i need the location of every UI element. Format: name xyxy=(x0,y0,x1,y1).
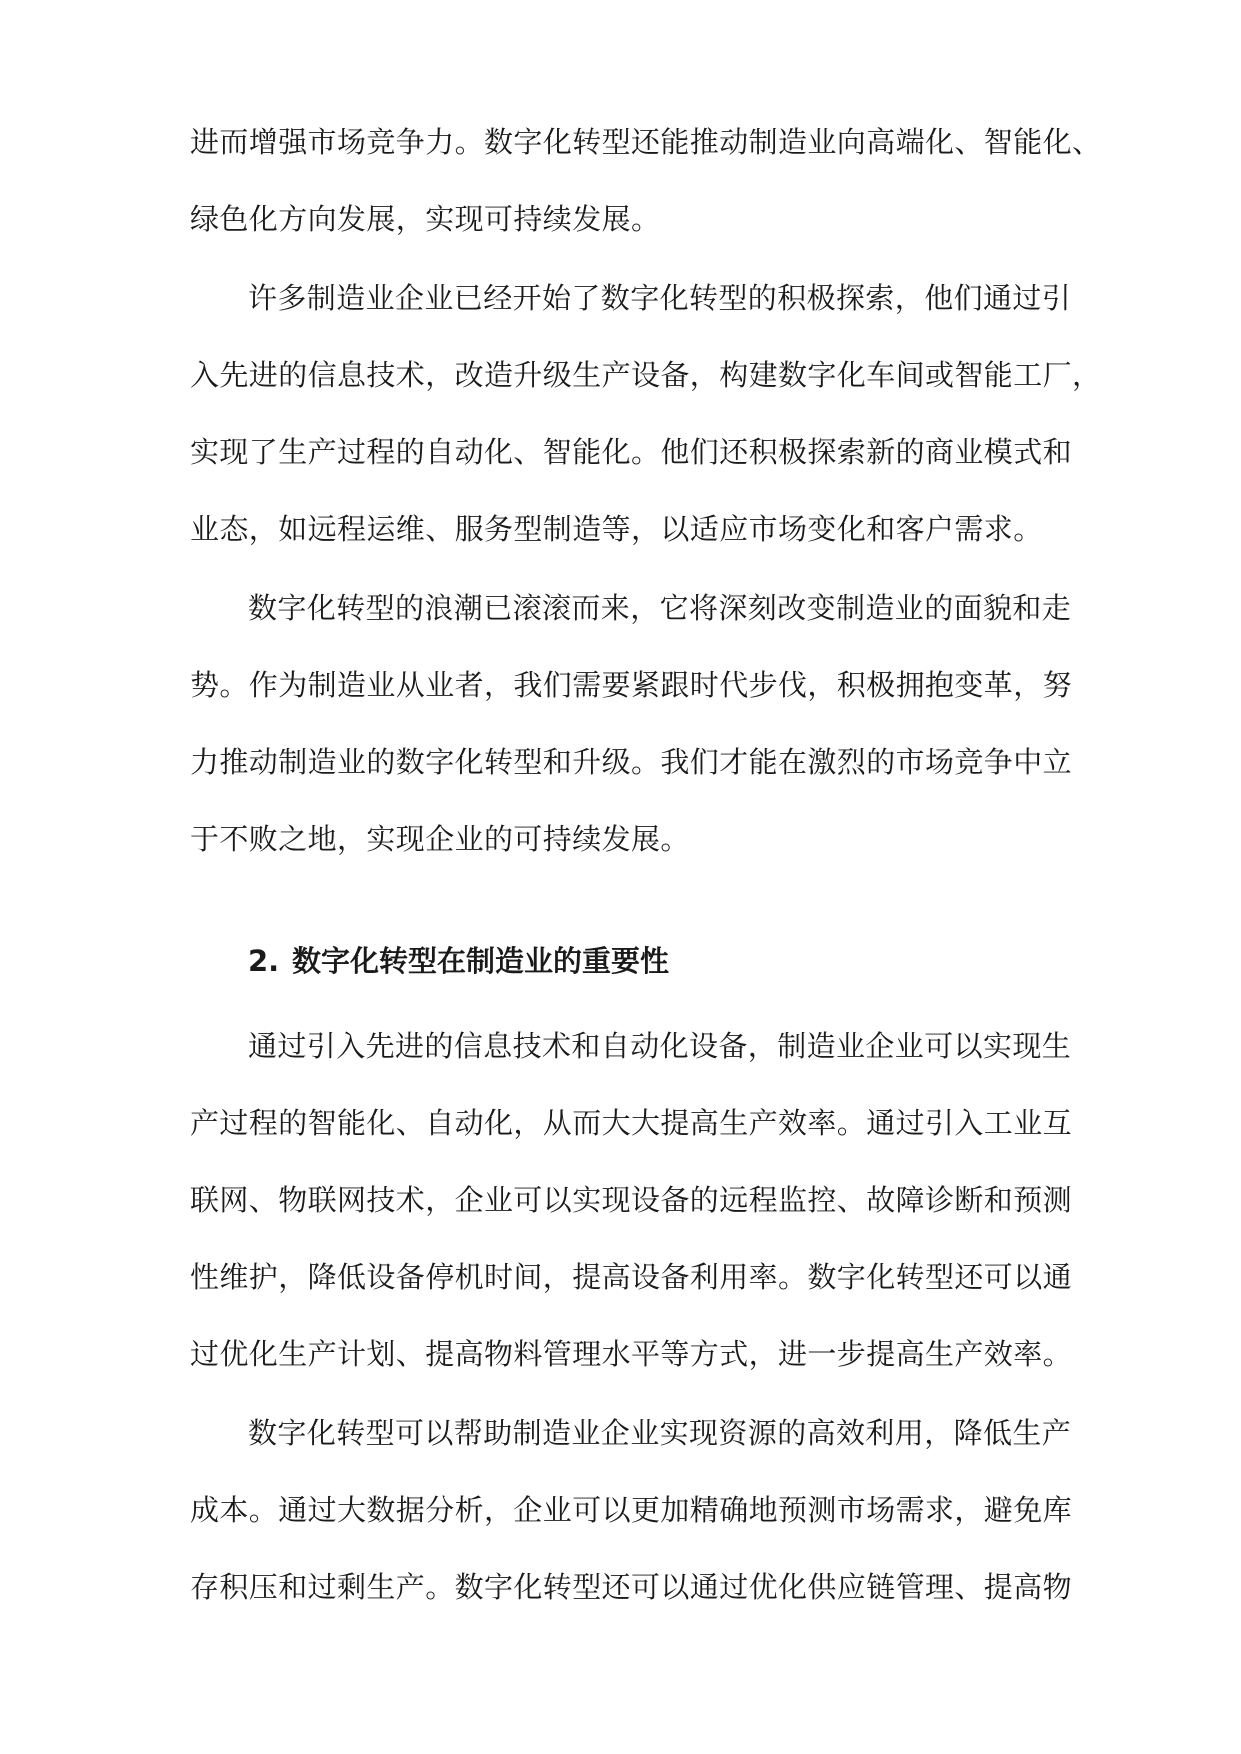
section-paragraph-1-line-3: 联网、物联网技术，企业可以实现设备的远程监控、故障诊断和预测 xyxy=(190,1183,1073,1217)
paragraph-1-line-1: 进而增强市场竞争力。数字化转型还能推动制造业向高端化、智能化、 xyxy=(190,125,1102,159)
paragraph-3-line-3: 力推动制造业的数字化转型和升级。我们才能在激烈的市场竞争中立 xyxy=(190,745,1073,779)
paragraph-2-line-3: 实现了生产过程的自动化、智能化。他们还积极探索新的商业模式和 xyxy=(190,435,1073,469)
paragraph-2-line-2: 入先进的信息技术，改造升级生产设备，构建数字化车间或智能工厂， xyxy=(190,358,1102,392)
section-paragraph-2-line-3: 存积压和过剩生产。数字化转型还可以通过优化供应链管理、提高物 xyxy=(190,1570,1073,1604)
section-paragraph-1-line-2: 产过程的智能化、自动化，从而大大提高生产效率。通过引入工业互 xyxy=(190,1106,1073,1140)
paragraph-3-line-2: 势。作为制造业从业者，我们需要紧跟时代步伐，积极拥抱变革，努 xyxy=(190,668,1073,702)
section-heading-title: 数字化转型在制造业的重要性 xyxy=(292,944,670,978)
section-heading xyxy=(248,941,1056,981)
paragraph-2-line-1: 许多制造业企业已经开始了数字化转型的积极探索，他们通过引 xyxy=(248,281,1072,315)
section-paragraph-1-line-4: 性维护，降低设备停机时间，提高设备利用率。数字化转型还可以通 xyxy=(190,1260,1073,1294)
section-paragraph-1-line-1: 通过引入先进的信息技术和自动化设备，制造业企业可以实现生 xyxy=(248,1029,1072,1063)
section-paragraph-2-line-1: 数字化转型可以帮助制造业企业实现资源的高效利用，降低生产 xyxy=(248,1416,1072,1450)
section-paragraph-1-line-5: 过优化生产计划、提高物料管理水平等方式，进一步提高生产效率。 xyxy=(190,1337,1073,1371)
paragraph-3-line-1: 数字化转型的浪潮已滚滚而来，它将深刻改变制造业的面貌和走 xyxy=(248,591,1072,625)
section-paragraph-2-line-2: 成本。通过大数据分析，企业可以更加精确地预测市场需求，避免库 xyxy=(190,1493,1073,1527)
paragraph-1-line-2: 绿色化方向发展，实现可持续发展。 xyxy=(190,202,661,236)
paragraph-3-line-4: 于不败之地，实现企业的可持续发展。 xyxy=(190,822,690,856)
paragraph-2-line-4: 业态，如远程运维、服务型制造等，以适应市场变化和客户需求。 xyxy=(190,512,1043,546)
section-heading-number: 2. xyxy=(248,944,280,978)
